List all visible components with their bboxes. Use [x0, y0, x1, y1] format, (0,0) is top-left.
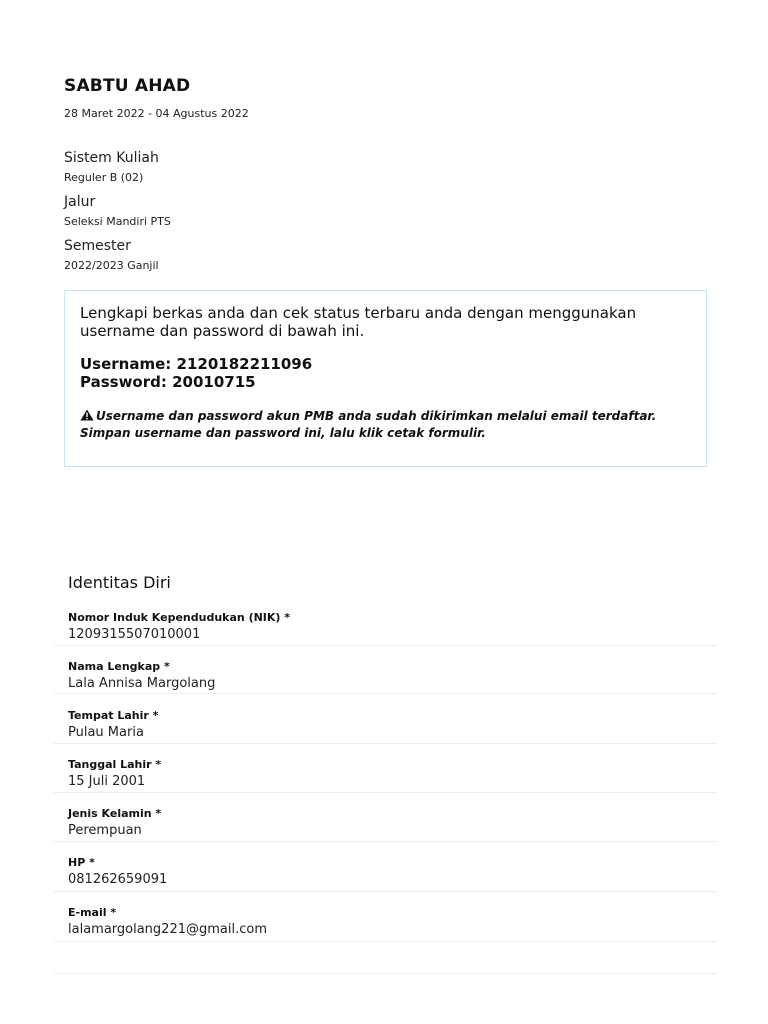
- field-value: 081262659091: [68, 872, 168, 887]
- jalur-value: Seleksi Mandiri PTS: [64, 215, 171, 228]
- field-value: Lala Annisa Margolang: [68, 676, 216, 691]
- field-label: Tanggal Lahir *: [68, 758, 162, 771]
- field-nik: [54, 610, 716, 646]
- username-line: Username: 2120182211096: [80, 355, 313, 373]
- notice-text: Lengkapi berkas anda dan cek status terbaru anda dengan menggunakan username dan password di bawah ini.: [80, 304, 637, 340]
- field-tempat-lahir: [54, 708, 716, 744]
- field-value: lalamargolang221@gmail.com: [68, 922, 267, 937]
- identity-section-title: Identitas Diri: [68, 573, 171, 592]
- warning-triangle-icon: [80, 409, 94, 421]
- warning-message: [80, 408, 691, 442]
- field-tanggal-lahir: [54, 757, 716, 793]
- field-label: Tempat Lahir *: [68, 709, 159, 722]
- field-hp: [54, 855, 716, 892]
- field-label: Nomor Induk Kependudukan (NIK) *: [68, 611, 291, 624]
- jalur-label: Jalur: [64, 194, 96, 210]
- warning-text: Username dan password akun PMB anda sudah dikirimkan melalui email terdaftar. Simpan username dan password ini, lalu klik cetak formulir.: [80, 409, 657, 440]
- period-dates: 28 Maret 2022 - 04 Agustus 2022: [64, 107, 249, 120]
- field-label: Jenis Kelamin *: [68, 807, 162, 820]
- field-nama-lengkap: [54, 659, 716, 694]
- field-value: Perempuan: [68, 823, 142, 838]
- section-bottom-divider: [54, 973, 716, 974]
- field-label: Nama Lengkap *: [68, 660, 170, 673]
- field-value: 1209315507010001: [68, 627, 201, 642]
- semester-value: 2022/2023 Ganjil: [64, 259, 159, 272]
- period-title: SABTU AHAD: [64, 76, 191, 96]
- sistem-kuliah-label: Sistem Kuliah: [64, 150, 159, 166]
- field-email: [54, 905, 716, 942]
- field-value: 15 Juli 2001: [68, 774, 146, 789]
- semester-label: Semester: [64, 238, 131, 254]
- field-value: Pulau Maria: [68, 725, 144, 740]
- password-line: Password: 20010715: [80, 373, 256, 391]
- credentials-notice: [64, 290, 707, 467]
- field-label: E-mail *: [68, 906, 117, 919]
- field-jenis-kelamin: [54, 806, 716, 842]
- sistem-kuliah-value: Reguler B (02): [64, 171, 144, 184]
- field-label: HP *: [68, 856, 95, 869]
